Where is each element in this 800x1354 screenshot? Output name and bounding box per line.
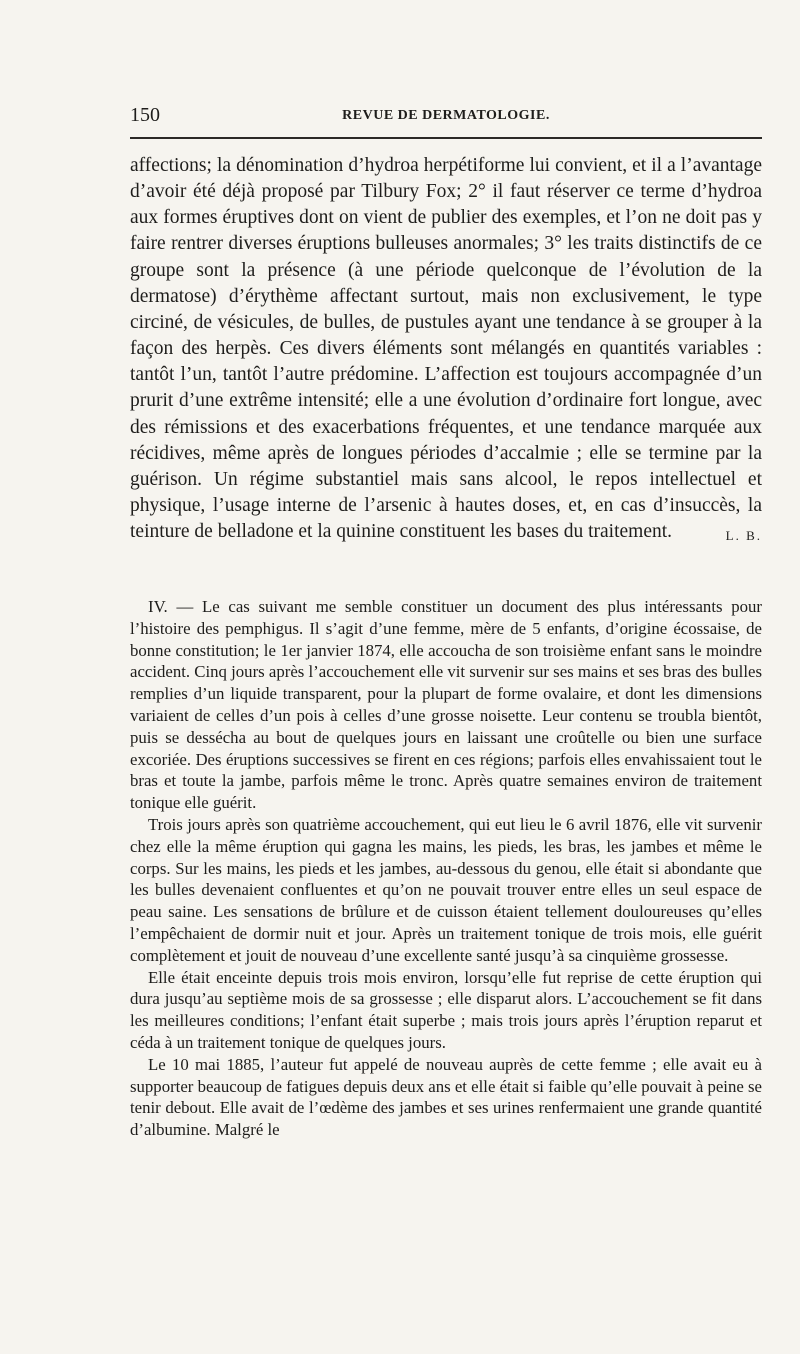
paragraph-text: affections; la dénomination d’hydroa herpétiforme lui convient, et il a l’avantage d’avoir été déjà proposé par Tilbury Fox; 2° il faut réserver ce terme d’hydroa aux formes éruptives dont on vient de publier des exemples, et l’on ne doit pas y faire rentrer diverses éruptions bulleuses anormales; 3° les traits distinctifs de ce groupe sont la présence (à une période quelconque de l’évolution de la dermatose) d’érythème affectant surtout, mais non exclusivement, le type circiné, de vésicules, de bulles, de pustules ayant une tendance à se grouper à la façon des herpès. Ces divers éléments sont mélangés en quantités variables : tantôt l’un, tantôt l’autre prédomine. L’affection est toujours accompagnée d’un prurit d’une extrême intensité; elle a une évolution d’ordinaire fort longue, avec des rémissions et des exacerbations fréquentes, et une tendance marquée aux récidives, même après de longues périodes d’accalmie ; elle se termine par la guérison. Un régime substantiel mais sans alcool, le repos intellectuel et physique, l’usage interne de l’arsenic à hautes doses, et, en cas d’insuccès, la teinture de belladone et la quinine constituent les bases du traitement. (130, 155, 762, 543)
main-text-block (130, 153, 762, 549)
header-rule (130, 137, 762, 139)
case-report-block (130, 596, 762, 1141)
paragraph-small-1: IV. — Le cas suivant me semble constituer un document des plus intéressants pour l’histoire des pemphigus. Il s’agit d’une femme, mère de 5 enfants, d’origine écossaise, de bonne constitution; le 1er janvier 1874, elle accoucha de son troisième enfant sans le moindre accident. Cinq jours après l’accouchement elle vit survenir sur ses mains et ses bras des bulles remplies d’un liquide transparent, pour la plupart de forme ovalaire, et dont les dimensions variaient de celles d’un pois à celles d’une grosse noisette. Leur contenu se troubla bientôt, puis se dessécha au bout de quelques jours en laissant une croûtelle ou bien une surface excoriée. Des éruptions successives se firent en ces régions; parfois elles envahissaient tout le bras et toute la jambe, parfois même le tronc. Après quatre semaines environ de traitement tonique elle guérit. (130, 597, 762, 813)
running-title: REVUE DE DERMATOLOGIE. (342, 108, 550, 123)
paragraph-small-4: Le 10 mai 1885, l’auteur fut appelé de nouveau auprès de cette femme ; elle avait eu à supporter beaucoup de fatigues depuis deux ans et elle était si faible qu’elle pouvait à peine se tenir debout. Elle avait de l’œdème des jambes et ses urines renfermaient une grande quantité d’albumine. Malgré le (130, 1054, 762, 1140)
paragraph-small-2: Trois jours après son quatrième accouchement, qui eut lieu le 6 avril 1876, elle vit survenir chez elle la même éruption qui gagna les mains, les pieds, les bras, les jambes et même le corps. Sur les mains, les pieds et les jambes, au-dessous du genou, elle était si abondante que les bulles devenaient confluentes et qu’on ne pouvait trouver entre elles un seul espace de peau saine. Les sensations de brûlure et de cuisson étaient tellement douloureuses qu’elles l’empêchaient de dormir nuit et jour. Après un traitement tonique de trois mois, elle guérit complètement et jouit de nouveau d’une excellente santé jusqu’à sa cinquième grossesse. (130, 814, 762, 965)
paragraph-small-3: Elle était enceinte depuis trois mois environ, lorsqu’elle fut reprise de cette éruption qui dura jusqu’au septième mois de sa grossesse ; elle disparut alors. L’accouchement se fit dans les meilleures conditions; l’enfant était superbe ; mais trois jours après l’éruption reparut et céda à un traitement tonique de quelques jours. (130, 967, 762, 1052)
page-header (130, 104, 762, 130)
page-number: 150 (130, 104, 160, 126)
author-signature: L. B. (725, 528, 762, 544)
paragraph-large (130, 153, 762, 545)
